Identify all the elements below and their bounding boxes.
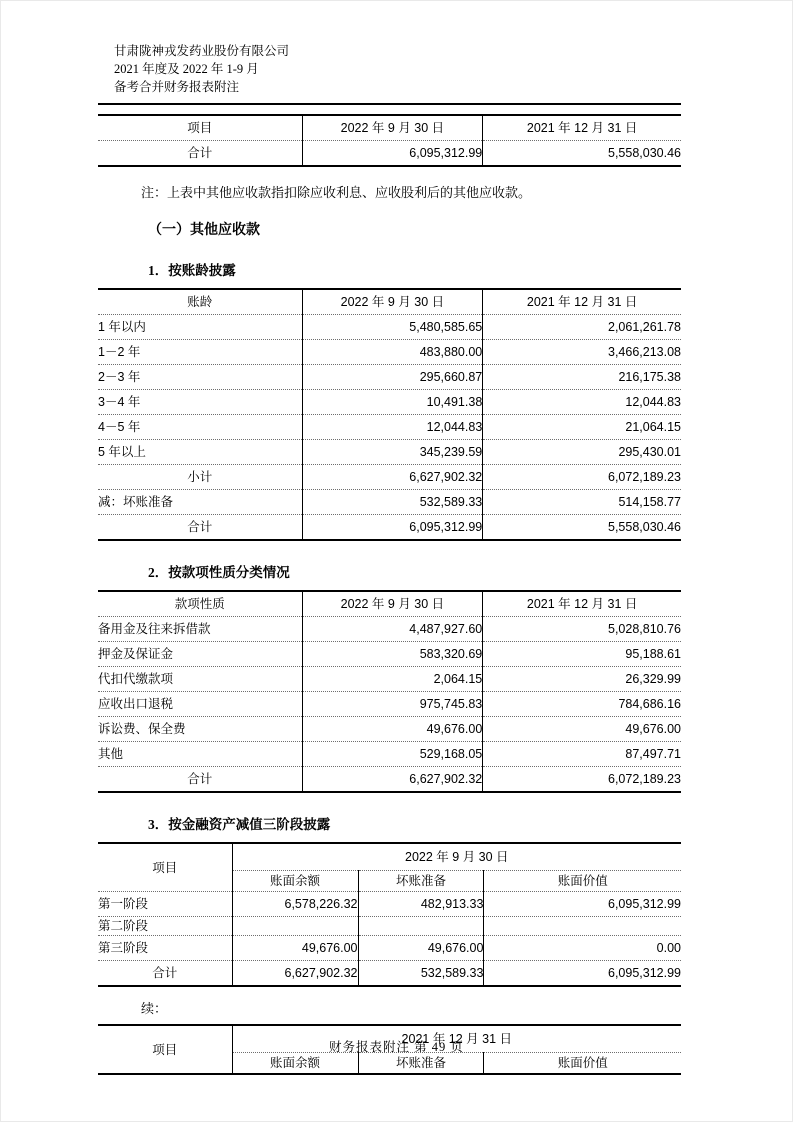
column-header-2022: 2022 年 9 月 30 日 bbox=[302, 115, 483, 141]
column-header-period: 2022 年 9 月 30 日 bbox=[232, 843, 681, 871]
column-header-item: 项目 bbox=[152, 860, 178, 875]
row-label: 合计 bbox=[98, 141, 302, 167]
table-row bbox=[98, 365, 681, 390]
value-2021: 784,686.16 bbox=[483, 692, 681, 717]
value-2021: 12,044.83 bbox=[483, 390, 681, 415]
column-header-2021: 2021 年 12 月 31 日 bbox=[483, 289, 681, 315]
value-carrying: 6,095,312.99 bbox=[484, 892, 681, 917]
column-header-balance: 账面余额 bbox=[232, 871, 358, 892]
table-note: 注：上表中其他应收款指扣除应收利息、应收股利后的其他应收款。 bbox=[141, 185, 532, 200]
row-label: 1－2 年 bbox=[98, 340, 302, 365]
table-row bbox=[98, 390, 681, 415]
table-row bbox=[98, 141, 681, 167]
table-header-row bbox=[98, 289, 681, 315]
row-label: 押金及保证金 bbox=[98, 642, 302, 667]
column-header-nature: 款项性质 bbox=[174, 597, 225, 611]
column-header-period: 2021 年 12 月 31 日 bbox=[232, 1025, 681, 1053]
table-row bbox=[98, 315, 681, 340]
table-header-row bbox=[98, 843, 681, 871]
value-carrying: 0.00 bbox=[484, 936, 681, 961]
row-label: 4－5 年 bbox=[98, 415, 302, 440]
page-footer: 财务报表附注 第 49 页 bbox=[329, 1040, 464, 1054]
total-row bbox=[98, 961, 681, 987]
row-label: 代扣代缴款项 bbox=[98, 667, 302, 692]
row-label: 合计 bbox=[98, 767, 302, 793]
row-label: 合计 bbox=[98, 515, 302, 541]
table-row bbox=[98, 917, 681, 936]
row-label: 应收出口退税 bbox=[98, 692, 302, 717]
value-2022: 6,095,312.99 bbox=[302, 515, 483, 541]
column-header-2022: 2022 年 9 月 30 日 bbox=[302, 289, 483, 315]
value-2022: 345,239.59 bbox=[302, 440, 483, 465]
row-label: 1 年以内 bbox=[98, 315, 302, 340]
value-2022: 975,745.83 bbox=[302, 692, 483, 717]
table-row bbox=[98, 717, 681, 742]
company-name: 甘肃陇神戎发药业股份有限公司 bbox=[114, 44, 290, 58]
nature-table bbox=[98, 590, 681, 793]
value-provision: 482,913.33 bbox=[358, 892, 484, 917]
subheading-aging-disclosure: 1．按账龄披露 bbox=[148, 263, 236, 278]
column-header-item: 项目 bbox=[187, 121, 213, 135]
value-2022: 4,487,927.60 bbox=[302, 617, 483, 642]
column-header-balance: 账面余额 bbox=[232, 1053, 358, 1075]
table-row bbox=[98, 340, 681, 365]
value-balance: 6,627,902.32 bbox=[232, 961, 358, 987]
table-row bbox=[98, 490, 681, 515]
value-2022: 295,660.87 bbox=[302, 365, 483, 390]
table-row bbox=[98, 892, 681, 917]
value-2021: 514,158.77 bbox=[483, 490, 681, 515]
value-2021: 21,064.15 bbox=[483, 415, 681, 440]
table-row bbox=[98, 415, 681, 440]
value-2021: 6,072,189.23 bbox=[483, 767, 681, 793]
column-header-aging: 账龄 bbox=[187, 295, 213, 309]
row-label: 3－4 年 bbox=[98, 390, 302, 415]
row-label: 第二阶段 bbox=[98, 917, 232, 936]
stage-table-2022 bbox=[98, 842, 681, 987]
value-2022: 2,064.15 bbox=[302, 667, 483, 692]
value-2021: 5,558,030.46 bbox=[483, 515, 681, 541]
row-label: 诉讼费、保全费 bbox=[98, 717, 302, 742]
column-header-carrying: 账面价值 bbox=[484, 871, 681, 892]
row-label: 合计 bbox=[98, 961, 232, 987]
value-2022: 6,627,902.32 bbox=[302, 465, 483, 490]
summary-table bbox=[98, 114, 681, 167]
column-header-item: 项目 bbox=[152, 1042, 178, 1057]
continuation-label: 续： bbox=[141, 1001, 168, 1016]
value-provision bbox=[358, 917, 484, 936]
subheading-three-stage-disclosure: 3．按金融资产减值三阶段披露 bbox=[148, 817, 331, 832]
table-header-row bbox=[98, 591, 681, 617]
table-row bbox=[98, 936, 681, 961]
value-2022: 6,095,312.99 bbox=[302, 141, 483, 167]
value-2022: 10,491.38 bbox=[302, 390, 483, 415]
value-carrying bbox=[484, 917, 681, 936]
section-heading-other-receivables: （一）其他应收款 bbox=[148, 223, 260, 238]
row-label: 第一阶段 bbox=[98, 892, 232, 917]
column-header-provision: 坏账准备 bbox=[358, 1053, 484, 1075]
value-2021: 5,558,030.46 bbox=[483, 141, 681, 167]
total-row bbox=[98, 515, 681, 541]
document-header bbox=[114, 42, 681, 96]
value-2021: 87,497.71 bbox=[483, 742, 681, 767]
value-carrying: 6,095,312.99 bbox=[484, 961, 681, 987]
page-content bbox=[98, 1, 681, 1075]
table-row bbox=[98, 617, 681, 642]
row-label: 2－3 年 bbox=[98, 365, 302, 390]
header-rule bbox=[98, 103, 681, 105]
value-2021: 6,072,189.23 bbox=[483, 465, 681, 490]
column-header-2021: 2021 年 12 月 31 日 bbox=[483, 591, 681, 617]
aging-table bbox=[98, 288, 681, 541]
column-header-carrying: 账面价值 bbox=[484, 1053, 681, 1075]
total-row bbox=[98, 767, 681, 793]
subheading-nature-classification: 2．按款项性质分类情况 bbox=[148, 565, 290, 580]
report-title: 备考合并财务报表附注 bbox=[114, 80, 240, 94]
value-2022: 5,480,585.65 bbox=[302, 315, 483, 340]
row-label: 第三阶段 bbox=[98, 936, 232, 961]
table-row bbox=[98, 667, 681, 692]
column-header-2022: 2022 年 9 月 30 日 bbox=[302, 591, 483, 617]
value-2021: 26,329.99 bbox=[483, 667, 681, 692]
row-label: 备用金及往来拆借款 bbox=[98, 617, 302, 642]
value-provision: 532,589.33 bbox=[358, 961, 484, 987]
column-header-provision: 坏账准备 bbox=[358, 871, 484, 892]
table-row bbox=[98, 692, 681, 717]
table-row bbox=[98, 742, 681, 767]
value-2022: 483,880.00 bbox=[302, 340, 483, 365]
value-2022: 49,676.00 bbox=[302, 717, 483, 742]
value-2021: 216,175.38 bbox=[483, 365, 681, 390]
table-row bbox=[98, 642, 681, 667]
value-2022: 12,044.83 bbox=[302, 415, 483, 440]
value-balance bbox=[232, 917, 358, 936]
value-2021: 295,430.01 bbox=[483, 440, 681, 465]
value-2021: 3,466,213.08 bbox=[483, 340, 681, 365]
row-label: 小计 bbox=[98, 465, 302, 490]
value-provision: 49,676.00 bbox=[358, 936, 484, 961]
value-2022: 583,320.69 bbox=[302, 642, 483, 667]
column-header-2021: 2021 年 12 月 31 日 bbox=[483, 115, 681, 141]
value-2021: 49,676.00 bbox=[483, 717, 681, 742]
value-2021: 95,188.61 bbox=[483, 642, 681, 667]
value-2022: 532,589.33 bbox=[302, 490, 483, 515]
value-2021: 2,061,261.78 bbox=[483, 315, 681, 340]
value-balance: 6,578,226.32 bbox=[232, 892, 358, 917]
table-row bbox=[98, 440, 681, 465]
row-label: 减：坏账准备 bbox=[98, 490, 302, 515]
value-2022: 6,627,902.32 bbox=[302, 767, 483, 793]
value-balance: 49,676.00 bbox=[232, 936, 358, 961]
table-header-row bbox=[98, 115, 681, 141]
row-label: 其他 bbox=[98, 742, 302, 767]
row-label: 5 年以上 bbox=[98, 440, 302, 465]
value-2021: 5,028,810.76 bbox=[483, 617, 681, 642]
report-period: 2021 年度及 2022 年 1-9 月 bbox=[114, 62, 259, 76]
value-2022: 529,168.05 bbox=[302, 742, 483, 767]
subtotal-row bbox=[98, 465, 681, 490]
